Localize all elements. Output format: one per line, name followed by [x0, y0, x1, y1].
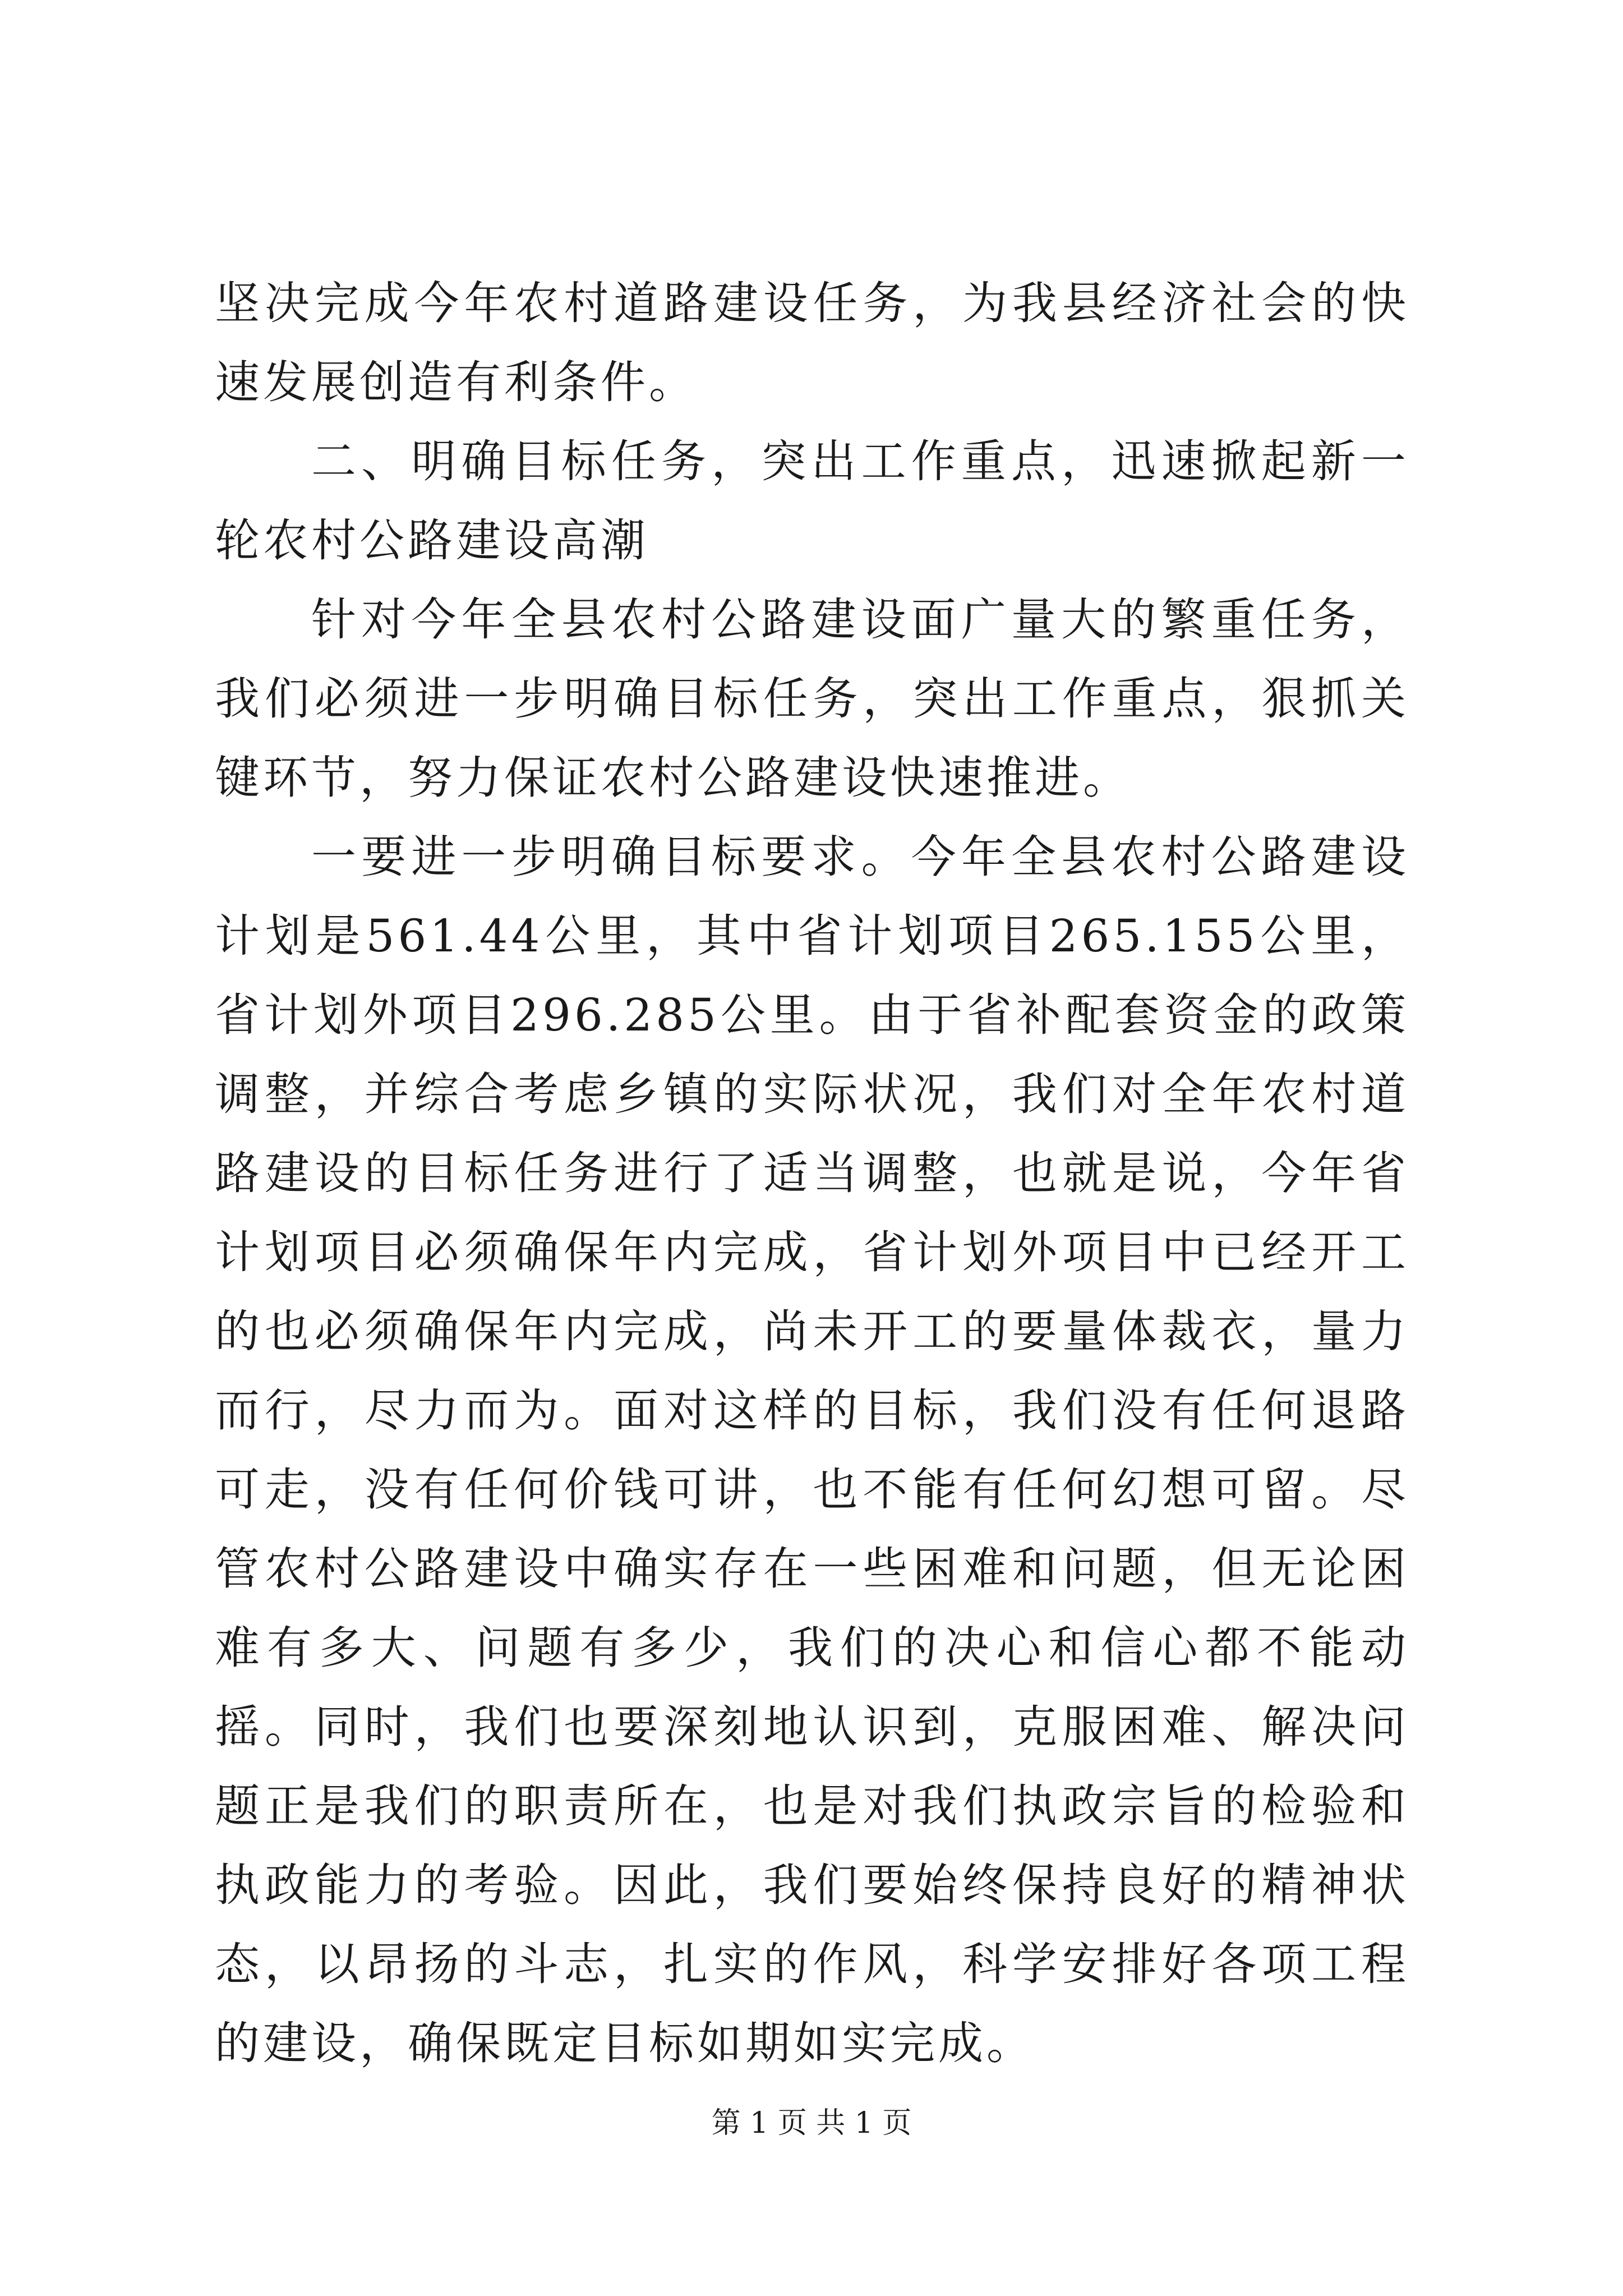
page-footer: 第 1 页 共 1 页	[711, 2106, 912, 2140]
section-heading: 二、明确目标任务，突出工作重点，迅速掀起新一轮农村公路建设高潮	[215, 435, 1409, 567]
paragraph-intro: 针对今年全县农村公路建设面广量大的繁重任务，我们必须进一步明确目标任务，突出工作重点，狠抓关键环节，努力保证农村公路建设快速推进。	[215, 593, 1409, 804]
document-body	[215, 264, 1409, 2083]
paragraph-continuation: 坚决完成今年农村道路建设任务，为我县经济社会的快速发展创造有利条件。	[215, 277, 1409, 408]
paragraph-goals: 一要进一步明确目标要求。今年全县农村公路建设计划是561.44公里，其中省计划项目265.155公里，省计划外项目296.285公里。由于省补配套资金的政策调整，并综合考虑乡镇的实际状况，我们对全年农村道路建设的目标任务进行了适当调整，也就是说，今年省计划项目必须确保年内完成，省计划外项目中已经开工的也必须确保年内完成，尚未开工的要量体裁衣，量力而行，尽力而为。面对这样的目标，我们没有任何退路可走，没有任何价钱可讲，也不能有任何幻想可留。尽管农村公路建设中确实存在一些困难和问题，但无论困难有多大、问题有多少，我们的决心和信心都不能动摇。同时，我们也要深刻地认识到，克服困难、解决问题正是我们的职责所在，也是对我们执政宗旨的检验和执政能力的考验。因此，我们要始终保持良好的精神状态，以昂扬的斗志，扎实的作风，科学安排好各项工程的建设，确保既定目标如期如实完成。	[215, 831, 1409, 2069]
